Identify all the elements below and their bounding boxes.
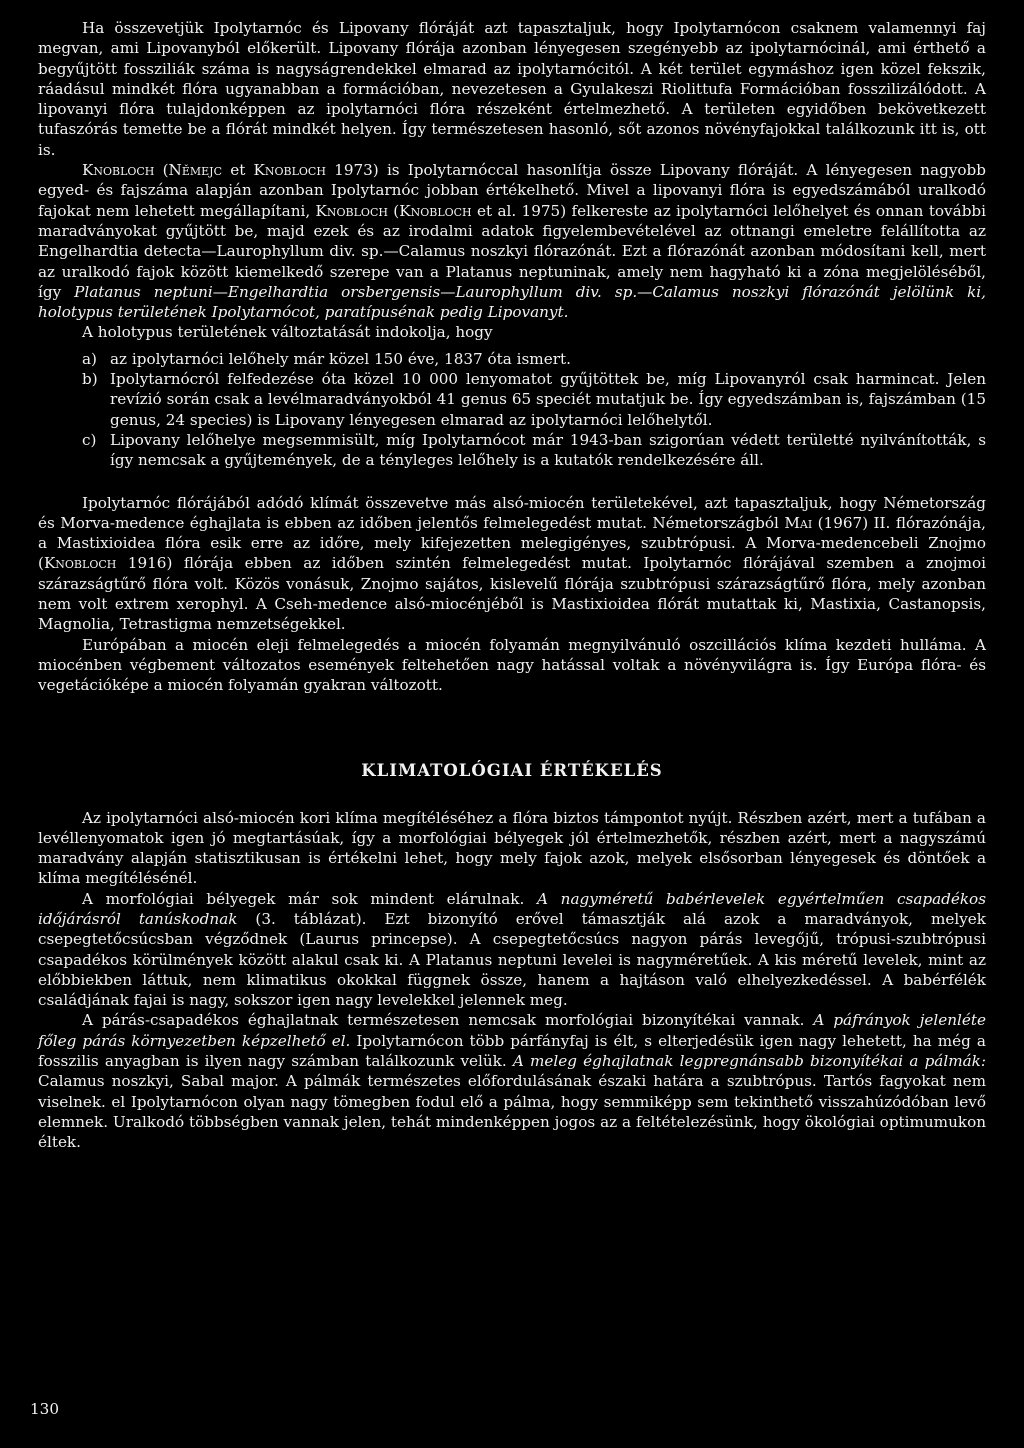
list-item xyxy=(82,349,986,369)
list-label: b) xyxy=(82,370,98,389)
italic-emphasis: A nagyméretű babérlevelek egyértelműen csapadékos időjárásról tanúskodnak xyxy=(38,889,986,928)
italic-emphasis: A páfrányok jelenléte főleg párás környezetben képzelhető el. xyxy=(38,1011,986,1050)
reason-list xyxy=(38,349,986,471)
list-text: Ipolytarnócról felfedezése óta közel 10 000 lenyomatot gyűjtöttek be, míg Lipovanyról csak harmincat. Jelen revízió során csak a levélmaradványokból 41 genus 65 speciét mutatjuk be. Így egyedszámban is, fajszámban (15 genus, 24 species) is Lipovany lényegesen elmarad az ipolytarnóci lelőhelytől. xyxy=(110,370,986,429)
author-name: Knobloch xyxy=(315,201,388,220)
list-text: az ipolytarnóci lelőhely már közel 150 éve, 1837 óta ismert. xyxy=(110,349,571,368)
paragraph-knobloch: Knobloch (Němejc et Knobloch 1973) is Ipolytarnóccal hasonlítja össze Lipovany flóráját. A lényegesen nagyobb egyed- és fajszáma alapján azonban Ipolytarnóc jobban értékelhető. Mivel a lipovanyi flóra is egyedszámából uralkodó fajokat nem lehetett megállapítani, Knobloch (Knobloch et al. 1975) felkereste az ipolytarnóci lelőhelyet és onnan további maradványokat gyűjtött be, majd ezek és az irodalmi adatok figyelembevételével az ottnangi emeletre felállította az Engelhardtia detecta—Laurophyllum div. sp.—Calamus noszkyi flórazónát. Ezt a flórazónát azonban módosítani kell, mert az uralkodó fajok között kiemelkedő szerepe van a Platanus neptuninak, amely nem hagyható ki a zóna megjelöléséből, így Platanus neptuni—Engelhardtia orsbergensis—Laurophyllum div. sp.—Calamus noszkyi flórazónát jelölünk ki, holotypus területének Ipolytarnócot, paratípusénak pedig Lipovanyt. xyxy=(38,161,986,322)
list-label: c) xyxy=(82,430,97,449)
list-item xyxy=(82,369,986,430)
page-number: 130 xyxy=(30,1400,59,1418)
paragraph-europe-miocene: Európában a miocén eleji felmelegedés a miocén folyamán megnyilvánuló oszcillációs klíma kezdeti hulláma. A miocénben végbement változatos események feltehetően nagy hatással voltak a növényvilágra is. Így Európa flóra- és vegetációképe a miocén folyamán gyakran változott. xyxy=(38,635,986,695)
paragraph-comparison: Ha összevetjük Ipolytarnóc és Lipovany flóráját azt tapasztaljuk, hogy Ipolytarnócon csaknem valamennyi faj megvan, ami Lipovanyból előkerült. Lipovany flórája azonban lényegesen szegényebb az ipolytarnócinál, ami érthető a begyűjtött fossziliák száma is nagyságrendekkel elmarad az ipolytarnócitól. A két terület egymáshoz igen közel fekszik, ráadásul mindkét flóra ugyanabban a formációban, nevezetesen a Gyulakeszi Riolittufa Formációban fosszilizálódott. A lipovanyi flóra tulajdonképpen az ipolytarnóci flóra részeként értelmezhető. A területen egyidőben bekövetkezett tufaszórás temette be a flórát mindkét helyen. Így természetesen hasonló, sőt azonos növényfajokkal találkozunk itt is, ott is. xyxy=(38,19,986,159)
list-text: Lipovany lelőhelye megsemmisült, míg Ipolytarnócot már 1943-ban szigorúan védett területté nyilvánították, s így nemcsak a gyűjtemények, de a tényleges lelőhely is a kutatók rendelkezésére áll. xyxy=(110,430,986,470)
list-item xyxy=(82,430,986,471)
paragraph-climate-intro: Az ipolytarnóci alsó-miocén kori klíma megítéléséhez a flóra biztos támpontot nyújt. Részben azért, mert a tufában a levéllenyomatok igen jó megtartásúak, így a morfológiai bélyegek jól értelmezhetők, részben azért, mert a nagyszámú maradvány alapján statisztikusan is értékelni lehet, hogy mely fajok azok, melyek elsősorban lényegesek és döntőek a klíma megítélésénél. xyxy=(38,808,986,888)
list-label: a) xyxy=(82,349,97,368)
section-heading: KLIMATOLÓGIAI ÉRTÉKELÉS xyxy=(361,760,663,780)
author-name: Němejc xyxy=(168,161,222,180)
italic-emphasis: A meleg éghajlatnak legpregnánsabb bizonyítékai a pálmák: xyxy=(512,1052,986,1071)
author-name: Knobloch xyxy=(253,161,326,180)
paragraph-morphology: A morfológiai bélyegek már sok mindent elárulnak. A nagyméretű babérlevelek egyértelműen csapadékos időjárásról tanúskodnak (3. táblázat). Ezt bizonyító erővel támasztják alá azok a maradványok, melyek csepegtetőcsúcsban végződnek (Laurus princepse). A csepegtetőcsúcs nagyon párás levegőjű, trópusi-szubtrópusi csapadékos körülmények között alakul csak ki. A Platanus neptuni levelei is nagyméretűek. A kis méretű levelek, mint az előbbiekben láttuk, nem klimatikus okokkal függnek össze, hanem a hajtáson való elhelyezkedéssel. A babérfélék családjának fajai is nagy, sokszor igen nagy levelekkel jelennek meg. xyxy=(38,889,986,1010)
author-name: Knobloch xyxy=(43,554,117,573)
author-name: Mai xyxy=(784,513,813,532)
author-name: Knobloch xyxy=(399,201,472,220)
author-name: Knobloch xyxy=(82,161,155,180)
paragraph-holotypus-intro: A holotypus területének változtatását indokolja, hogy xyxy=(82,323,493,342)
italic-zone-definition: Platanus neptuni—Engelhardtia orsbergensis—Laurophyllum div. sp.—Calamus noszkyi flórazónát jelölünk ki, holotypus területének Ipolytarnócot, paratípusénak pedig Lipovanyt. xyxy=(38,282,986,322)
paragraph-humid-climate: A párás-csapadékos éghajlatnak természetesen nemcsak morfológiai bizonyítékai vannak. A páfrányok jelenléte főleg párás környezetben képzelhető el. Ipolytarnócon több párfányfaj is élt, s elterjedésük igen nagy lehetett, ha még a fosszilis anyagban is ilyen nagy számban találkozunk velük. A meleg éghajlatnak legpregnánsabb bizonyítékai a pálmák: Calamus noszkyi, Sabal major. A pálmák természetes előfordulásának északi határa a szubtrópus. Tartós fagyokat nem viselnek. el Ipolytarnócon olyan nagy tömegben fodul elő a pálma, hogy semmiképp sem tekinthető visszahúzódóban levő elemnek. Uralkodó többségben vannak jelen, tehát mindenképpen jogos az a feltételezésünk, hogy ökológiai optimumukon éltek. xyxy=(38,1011,986,1152)
paragraph-climate-comparison: Ipolytarnóc flórájából adódó klímát összevetve más alsó-miocén területekével, azt tapasztaljuk, hogy Németország és Morva-medence éghajlata is ebben az időben jelentős felmelegedést mutat. Németországból Mai (1967) II. flórazónája, a Mastixioidea flóra esik erre az időre, mely kifejezetten melegigényes, szubtrópusi. A Morva-medencebeli Znojmo (Knobloch 1916) flórája ebben az időben szintén felmelegedést mutat. Ipolytarnóc flórájával szemben a znojmoi szárazságtűrő flóra volt. Közös vonásuk, Znojmo sajátos, kislevelű flórája szubtrópusi szárazságtűrő flóra, mely azonban nem volt extrem xerophyl. A Cseh-medence alsó-miocénjéből is Mastixioidea flórát mutattak ki, Mastixia, Castanopsis, Magnolia, Tetrastigma nemzetségekkel. xyxy=(38,493,986,634)
